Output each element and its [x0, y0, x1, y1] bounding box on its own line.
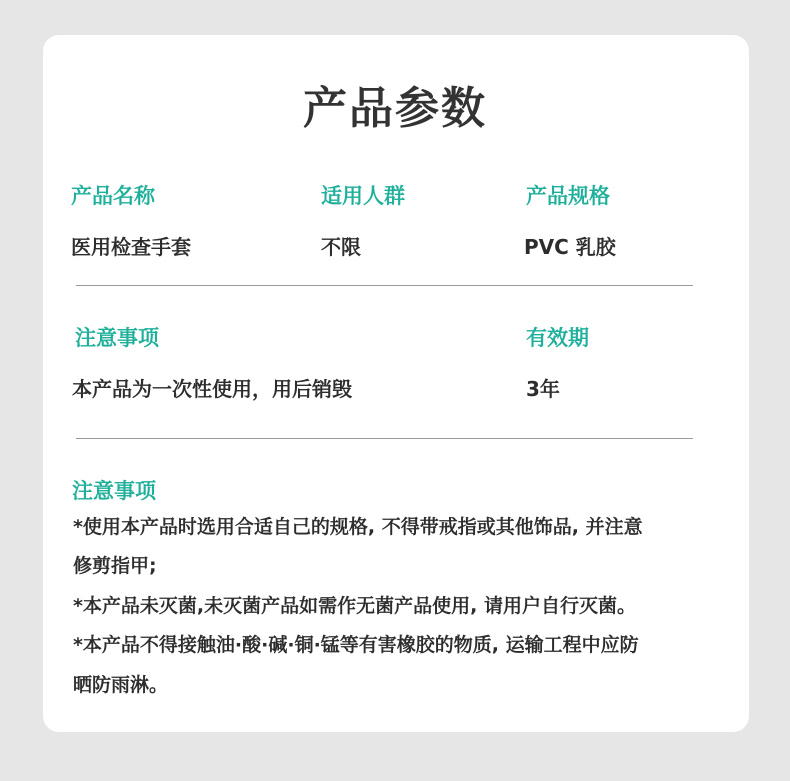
note-line: 修剪指甲;	[73, 555, 157, 577]
product-name-value: 医用检查手套	[71, 235, 191, 259]
note-line: *本产品未灭菌,未灭菌产品如需作无菌产品使用, 请用户自行灭菌。	[73, 595, 636, 617]
note-line: 晒防雨淋。	[73, 674, 169, 696]
product-name-label: 产品名称	[71, 184, 155, 208]
divider-2	[76, 438, 693, 439]
notes-heading: 注意事项	[72, 479, 156, 503]
notice-value: 本产品为一次性使用，用后销毁	[72, 377, 352, 401]
product-spec-label: 产品规格	[526, 184, 610, 208]
shelf-life-label: 有效期	[526, 326, 589, 350]
shelf-life-value: 3年	[526, 377, 560, 401]
divider-1	[76, 285, 693, 286]
note-line: *使用本产品时选用合适自己的规格, 不得带戒指或其他饰品, 并注意	[73, 516, 643, 538]
target-audience-label: 适用人群	[321, 184, 405, 208]
page-title: 产品参数	[303, 83, 487, 134]
target-audience-value: 不限	[321, 235, 361, 259]
note-line: *本产品不得接触油·酸·碱·铜·锰等有害橡胶的物质, 运输工程中应防	[73, 634, 639, 656]
notice-label: 注意事项	[75, 326, 159, 350]
product-spec-value: PVC 乳胶	[524, 235, 616, 259]
